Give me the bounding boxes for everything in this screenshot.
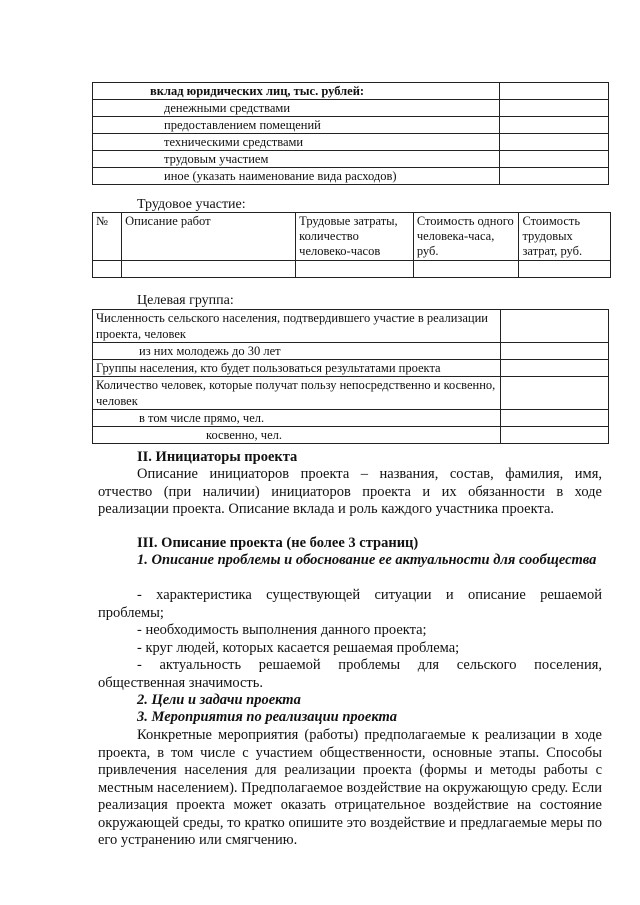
contribution-item: трудовым участием bbox=[93, 151, 500, 168]
bullet-item: - актуальность решаемой проблемы для сельского поселения, общественная значимость. bbox=[98, 657, 602, 691]
bullet-item: - необходимость выполнения данного проекта; bbox=[137, 622, 427, 638]
target-row-label: в том числе прямо, чел. bbox=[93, 410, 501, 427]
target-row-label: Группы населения, кто будет пользоваться результатами проекта bbox=[93, 360, 501, 377]
bullet-item: - круг людей, которых касается решаемая проблема; bbox=[137, 640, 460, 656]
subsection-2-title: 2. Цели и задачи проекта bbox=[137, 692, 301, 708]
subsection-1-title: 1. Описание проблемы и обоснование ее актуальности для сообщества bbox=[137, 552, 597, 568]
section-2-title: II. Инициаторы проекта bbox=[137, 449, 298, 465]
table-row bbox=[93, 427, 609, 444]
contribution-item: иное (указать наименование вида расходов) bbox=[93, 168, 500, 185]
column-header: Стоимость трудовых затрат, руб. bbox=[519, 213, 611, 261]
table-row bbox=[93, 360, 609, 377]
section-3-title: III. Описание проекта (не более 3 страниц) bbox=[137, 535, 419, 551]
target-row-label: Количество человек, которые получат пользу непосредственно и косвенно, человек bbox=[93, 377, 501, 410]
table-row bbox=[93, 410, 609, 427]
table-row bbox=[93, 310, 609, 343]
target-caption: Целевая группа: bbox=[137, 293, 234, 308]
contribution-item: предоставлением помещений bbox=[93, 117, 500, 134]
column-header: Описание работ bbox=[122, 213, 296, 261]
section-2-text: Описание инициаторов проекта – названия, состав, фамилия, имя, отчество (при наличии) инициаторов проекта и их обязанности в ходе реализации проекта. Описание вклада и роль каждого участника проекта. bbox=[98, 466, 602, 517]
table-row bbox=[93, 100, 609, 117]
table-header-row bbox=[93, 213, 611, 261]
column-header: № bbox=[93, 213, 122, 261]
labor-caption: Трудовое участие: bbox=[137, 197, 246, 212]
bullet-item: - характеристика существующей ситуации и описание решаемой проблемы; bbox=[98, 587, 602, 621]
contributions-table bbox=[92, 82, 609, 185]
table-row bbox=[93, 83, 609, 100]
target-row-label: Численность сельского населения, подтвердившего участие в реализации проекта, человек bbox=[93, 310, 501, 343]
table-row bbox=[93, 343, 609, 360]
contributions-header: вклад юридических лиц, тыс. рублей: bbox=[150, 84, 365, 98]
subsection-3-title: 3. Мероприятия по реализации проекта bbox=[137, 709, 398, 725]
labor-table bbox=[92, 212, 611, 278]
table-row bbox=[93, 117, 609, 134]
target-row-label: из них молодежь до 30 лет bbox=[93, 343, 501, 360]
contribution-item: техническими средствами bbox=[93, 134, 500, 151]
column-header: Стоимость одного человека-часа, руб. bbox=[413, 213, 519, 261]
table-row bbox=[93, 377, 609, 410]
contribution-item: денежными средствами bbox=[93, 100, 500, 117]
target-row-label: косвенно, чел. bbox=[93, 427, 501, 444]
table-row bbox=[93, 168, 609, 185]
table-row bbox=[93, 134, 609, 151]
target-group-table bbox=[92, 309, 609, 444]
table-row bbox=[93, 151, 609, 168]
subsection-3-text: Конкретные мероприятия (работы) предполагаемые к реализации в ходе проекта, в том числе с участием общественности, основные этапы. Способы привлечения населения для реализации проекта (формы и методы работы с местным населением). Предполагаемое воздействие на окружающую среду. Если реализация проекта может оказать отрицательное воздействие на состояние окружающей среды, то кратко опишите это воздействие и предлагаемые меры по его устранению или смягчению. bbox=[98, 727, 603, 848]
column-header: Трудовые затраты, количество человеко-часов bbox=[296, 213, 414, 261]
table-row bbox=[93, 261, 611, 278]
